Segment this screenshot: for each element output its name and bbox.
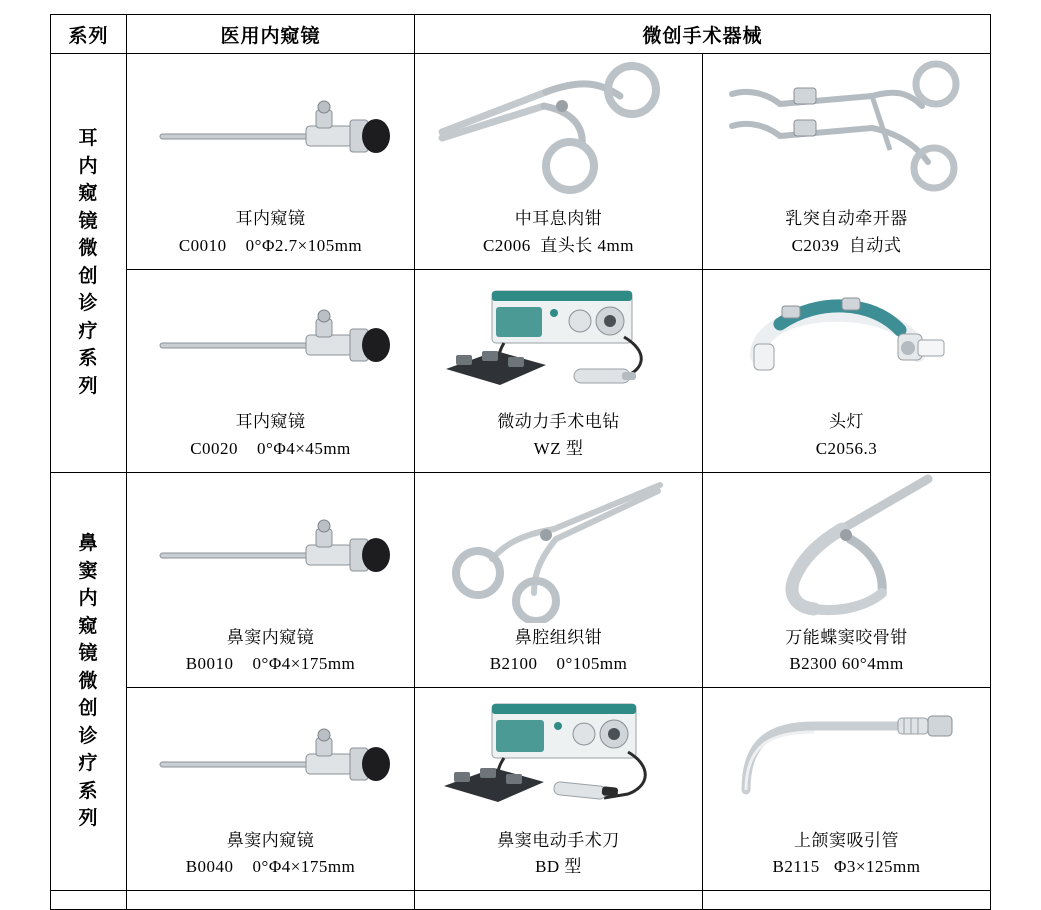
product-caption: 鼻窦内窥镜 — [226, 627, 315, 647]
product-cell — [127, 688, 415, 891]
product-cell — [127, 891, 415, 910]
product-caption: 耳内窥镜 — [235, 209, 306, 228]
product-cell — [703, 891, 991, 910]
series-label-next — [51, 891, 127, 910]
product-code: B2100 0°105mm — [489, 654, 628, 674]
product-code: B0010 0°Φ4×175mm — [185, 654, 356, 674]
product-code: C0020 0°Φ4×45mm — [190, 438, 351, 458]
product-code: B2115 Φ3×125mm — [772, 857, 921, 877]
product-catalog-table — [50, 14, 991, 910]
product-caption: 万能蝶窦咬骨钳 — [785, 627, 908, 647]
endoscope-icon — [127, 473, 414, 623]
product-caption: 鼻腔组织钳 — [514, 627, 603, 647]
shaver-console-icon — [415, 688, 702, 825]
product-code: C0010 0°Φ2.7×105mm — [178, 235, 363, 255]
product-cell — [703, 688, 991, 891]
table-row — [51, 688, 991, 891]
table-row — [51, 269, 991, 472]
product-cell — [415, 54, 703, 270]
series-label-ear — [51, 54, 127, 473]
product-cell — [415, 472, 703, 688]
header-endoscope: 医用内窥镜 — [127, 15, 415, 54]
product-cell — [415, 269, 703, 472]
series-label-sinus — [51, 472, 127, 891]
product-caption: 上颌窦吸引管 — [794, 830, 899, 850]
drill-console-icon — [415, 270, 702, 407]
rongeur-icon — [703, 473, 990, 623]
headlamp-icon — [703, 270, 990, 407]
table-row-partial — [51, 891, 991, 910]
product-code: C2006 直头长 4mm — [482, 235, 635, 255]
table-row — [51, 472, 991, 688]
endoscope-icon — [127, 270, 414, 407]
product-code: C2056.3 — [815, 438, 878, 458]
retractor-icon — [703, 54, 990, 204]
product-cell — [127, 472, 415, 688]
product-cell — [703, 54, 991, 270]
product-caption: 头灯 — [829, 412, 864, 431]
product-caption: 鼻窦电动手术刀 — [497, 830, 620, 850]
table-row — [51, 54, 991, 270]
product-caption: 乳突自动牵开器 — [785, 209, 908, 228]
product-caption: 耳内窥镜 — [235, 412, 306, 431]
endoscope-icon — [127, 54, 414, 204]
forceps-icon — [415, 54, 702, 204]
product-cell — [703, 472, 991, 688]
suction-tube-icon — [703, 688, 990, 825]
product-code: BD 型 — [535, 857, 582, 877]
series-label-text: 鼻窦内窥镜微创诊疗系列 — [78, 533, 99, 830]
table-header-row — [51, 15, 991, 54]
product-code: B0040 0°Φ4×175mm — [185, 857, 356, 877]
product-code: B2300 60°4mm — [789, 654, 904, 674]
product-code: C2039 自动式 — [791, 235, 902, 255]
product-cell — [415, 891, 703, 910]
endoscope-icon — [127, 688, 414, 825]
product-cell — [703, 269, 991, 472]
product-code: WZ 型 — [533, 438, 584, 458]
product-caption: 中耳息肉钳 — [514, 209, 603, 228]
product-cell — [415, 688, 703, 891]
product-caption: 微动力手术电钻 — [497, 412, 620, 431]
product-cell — [127, 269, 415, 472]
header-series: 系列 — [51, 15, 127, 54]
product-cell — [127, 54, 415, 270]
header-instruments: 微创手术器械 — [415, 15, 991, 54]
series-label-text: 耳内窥镜微创诊疗系列 — [78, 128, 99, 398]
product-caption: 鼻窦内窥镜 — [226, 830, 315, 850]
tissue-forceps-icon — [415, 473, 702, 623]
